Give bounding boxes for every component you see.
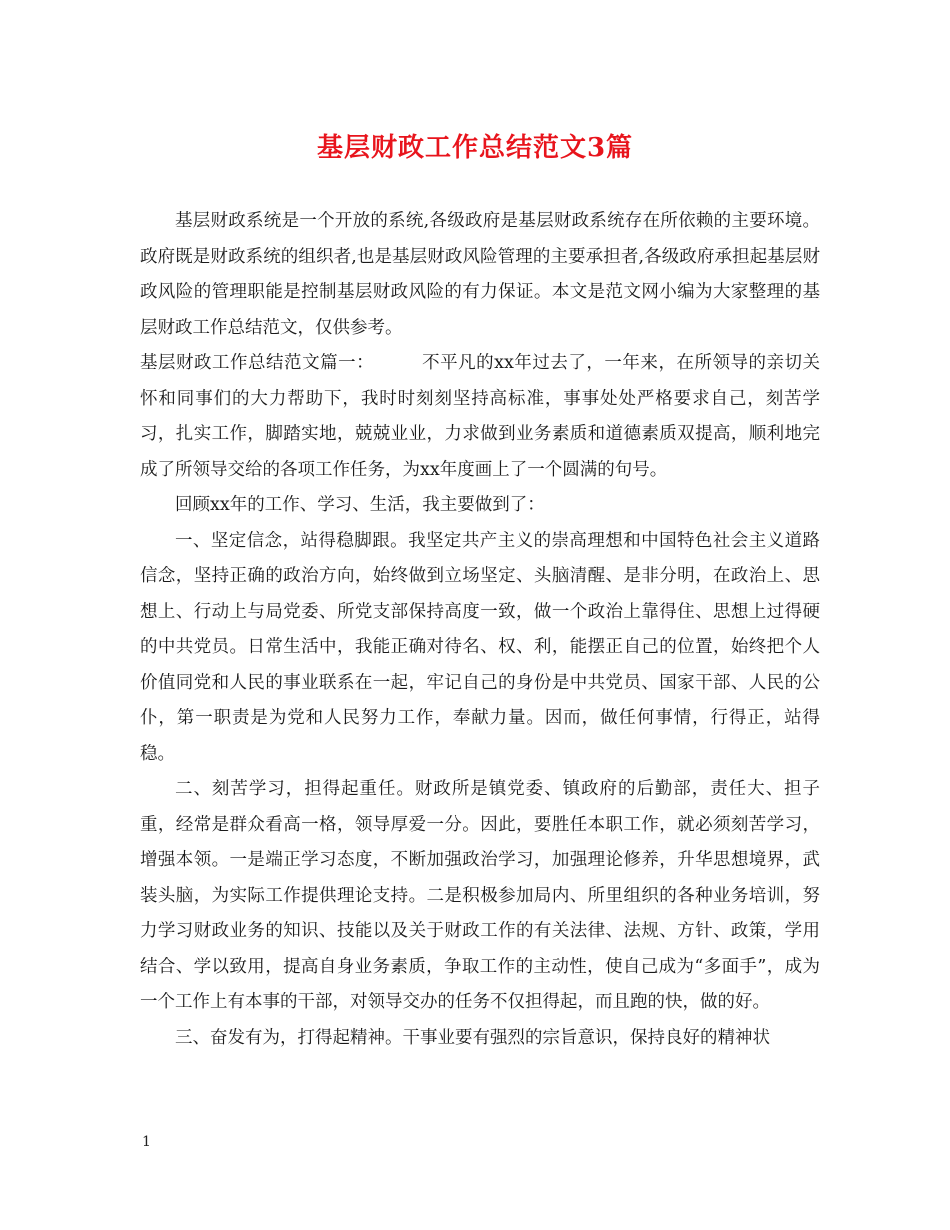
document-title: 基层财政工作总结范文3篇 xyxy=(316,133,634,163)
section-one-paragraph xyxy=(140,346,820,488)
body-paragraph: 三、奋发有为，打得起精神。干事业要有强烈的宗旨意识，保持良好的精神状 xyxy=(175,1027,770,1048)
body-paragraph: 回顾xx年的工作、学习、生活，我主要做到了： xyxy=(175,495,545,515)
body-paragraph: 二、刻苦学习，担得起重任。财政所是镇党委、镇政府的后勤部，责任大、担子重，经常是群众看高一格，领导厚爱一分。因此，要胜任本职工作，就必须刻苦学习，增强本领。一是端正学习态度，不断加强政治学习，加强理论修养，升华思想境界，武装头脑，为实际工作提供理论支持。二是积极参加局内、所里组织的各种业务培训，努力学习财政业务的知识、技能以及关于财政工作的有关法律、法规、方针、政策，学用结合、学以致用，提高自身业务素质，争取工作的主动性，使自己成为“多面手”，成为一个工作上有本事的干部，对领导交办的任务不仅担得起，而且跑的快，做的好。 xyxy=(140,779,820,1012)
section-heading: 基层财政工作总结范文篇一： xyxy=(140,353,375,373)
body-paragraph: 一、坚定信念，站得稳脚跟。我坚定共产主义的崇高理想和中国特色社会主义道路信念，坚持正确的政治方向，始终做到立场坚定、头脑清醒、是非分明，在政治上、思想上、行动上与局党委、所党支部保持高度一致，做一个政治上靠得住、思想上过得硬的中共党员。日常生活中，我能正确对待名、权、利，能摆正自己的位置，始终把个人价值同党和人民的事业联系在一起，牢记自己的身份是中共党员、国家干部、人民的公仆，第一职责是为党和人民努力工作，奉献力量。因而，做任何事情，行得正，站得稳。 xyxy=(140,530,820,764)
section-one-text: 不平凡的xx年过去了，一年来，在所领导的亲切关怀和同事们的大力帮助下，我时时刻刻坚持高标准，事事处处严格要求自己，刻苦学习，扎实工作，脚踏实地，兢兢业业，力求做到业务素质和道德素质双提高，顺利地完成了所领导交给的各项工作任务，为xx年度画上了一个圆满的句号。 xyxy=(140,353,821,480)
page-number: 1 xyxy=(142,1134,151,1150)
document-body xyxy=(140,204,820,1056)
intro-paragraph: 基层财政系统是一个开放的系统,各级政府是基层财政系统存在所依赖的主要环境。政府既是财政系统的组织者,也是基层财政风险管理的主要承担者,各级政府承担起基层财政风险的管理职能是控制基层财政风险的有力保证。本文是范文网小编为大家整理的基层财政工作总结范文，仅供参考。 xyxy=(140,211,820,338)
